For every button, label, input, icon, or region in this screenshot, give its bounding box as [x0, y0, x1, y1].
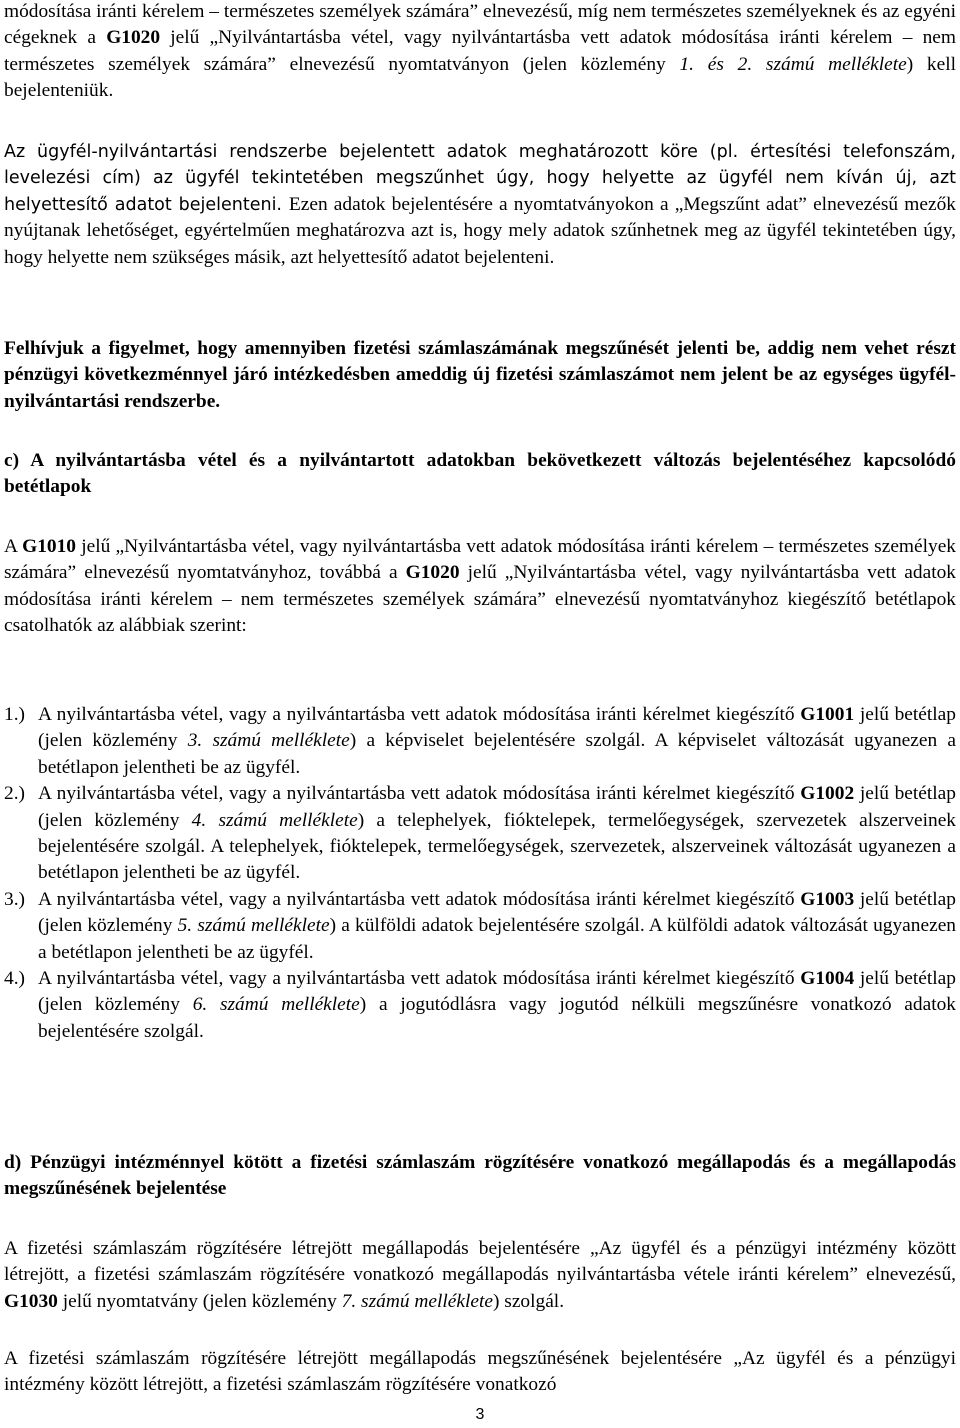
text-run: A fizetési számlaszám rögzítésére létrejött megállapodás megszűnésének bejelentésére „Az ügyfél és a pénzügyi intézmény között létrejött, a fizetési számlaszám rögzítésére vonatkozó [4, 1348, 956, 1396]
text-run: jelű „Nyilvántartásba vétel, vagy nyilvántartásba vett adatok módosítása iránti kérelem – természetes személyek számára” elnevezésű nyomtatványhoz, továbbá a [4, 536, 956, 584]
paragraph-attachments-intro [4, 534, 956, 640]
list-item-run: 3. számú melléklete [187, 730, 350, 752]
list-item-run: 6. számú melléklete [192, 994, 360, 1016]
attachment-list [4, 702, 956, 1045]
list-item-run: G1003 [800, 888, 855, 910]
list-item-run: G1004 [800, 968, 855, 990]
text-run: jelű „Nyilvántartásba vétel, vagy nyilvántartásba vett adatok módosítása iránti kérelem – nem természetes személyek számára” elnevezésű nyomtatványon (jelen közlemény [4, 27, 956, 75]
heading-section-c: c) A nyilvántartásba vétel és a nyilvántartott adatokban bekövetkezett változás bejelentéséhez kapcsolódó betétlapok [4, 450, 956, 498]
paragraph-agreement-termination [4, 1346, 956, 1399]
list-item-run: A nyilvántartásba vétel, vagy a nyilvántartásba vett adatok módosítása iránti kérelmet kiegészítő [38, 968, 801, 990]
text-run: G1020 [405, 562, 460, 584]
heading-section-d: d) Pénzügyi intézménnyel kötött a fizetési számlaszám rögzítésére vonatkozó megállapodás és a megállapodás megszűnésének bejelentése [4, 1152, 956, 1200]
attachment-list-item [4, 702, 956, 781]
text-run: G1020 [106, 27, 161, 49]
text-run: Felhívjuk a figyelmet, hogy amennyiben fizetési számlaszámának megszűnését jelenti be, addig nem vehet részt pénzügyi következménnyel járó intézkedésben ameddig új fizetési számlaszámot nem jelent be az egységes ügyfél-nyilvántartási rendszerbe. [4, 338, 956, 412]
text-run: 1. és 2. számú melléklete [679, 53, 907, 75]
text-run: jelű „Nyilvántartásba vétel, vagy nyilvántartásba vett adatok módosítása iránti kérelem – nem természetes személyek számára” elnevezésű nyomtatványhoz kiegészítő betétlapok csatolhatók az alábbiak szerint: [4, 562, 956, 637]
text-run: jelű nyomtatvány (jelen közlemény [57, 1290, 342, 1312]
text-run: 7. számú melléklete [341, 1290, 493, 1312]
paragraph-data-termination [4, 139, 956, 271]
list-item-run: 4. számú melléklete [191, 809, 358, 831]
text-run: G1010 [22, 536, 77, 557]
paragraph-bank-account-warning [4, 336, 956, 415]
list-item-run: A nyilvántartásba vétel, vagy a nyilvántartásba vett adatok módosítása iránti kérelmet kiegészítő [38, 888, 801, 910]
list-item-run: jelű betétlap (jelen közlemény [38, 704, 956, 752]
text-run: ) kell bejelenteniük. [4, 53, 956, 102]
list-item-run: G1001 [800, 704, 855, 725]
list-item-run: ) a jogutódlásra vagy jogutód nélküli megszűnésre vonatkozó adatok bejelentésére szolgál. [38, 994, 956, 1042]
list-item-run: jelű betétlap (jelen közlemény [38, 783, 956, 831]
list-item-run: jelű betétlap (jelen közlemény [38, 888, 956, 937]
list-item-number: 3.) [4, 888, 26, 910]
page-number: 3 [475, 1406, 485, 1423]
paragraph-intro-continuation [4, 0, 956, 105]
list-item-run: ) a telephelyek, fióktelepek, termelőegységek, szervezetek alszerveinek bejelentésére szolgál. A telephelyek, fióktelepek, termelőegységek, szervezetek, alszerveinek változását ugyanezen a betétlapon jelentheti be az ügyfél. [38, 809, 957, 884]
list-item-run: ) a külföldi adatok bejelentésére szolgál. A külföldi adatok változását ugyanezen a betétlapon jelentheti be az ügyfél. [38, 915, 956, 963]
attachment-list-item [4, 887, 956, 966]
list-item-number: 1.) [4, 704, 26, 725]
list-item-run: A nyilvántartásba vétel, vagy a nyilvántartásba vett adatok módosítása iránti kérelmet kiegészítő [38, 704, 801, 725]
attachment-list-item [4, 966, 956, 1045]
attachment-list-item [4, 781, 956, 887]
list-item-run: G1002 [800, 783, 855, 805]
list-item-run: ) a képviselet bejelentésére szolgál. A képviselet változását ugyanezen a betétlapon jelentheti be az ügyfél. [38, 730, 956, 778]
text-run: Az ügyfél-nyilvántartási rendszerbe bejelentett adatok meghatározott köre (pl. értesítési telefonszám, levelezési cím) az ügyfél tekintetében megszűnhet úgy, hogy helyette az ügyfél nem kíván új, azt helyettesítő adatot bejelenteni. [4, 142, 956, 215]
text-run: A [4, 536, 23, 557]
text-run: Ezen adatok bejelentésére a nyomtatványokon a „Megszűnt adat” elnevezésű mezők nyújtanak lehetőséget, egyértelműen meghatározva azt is, hogy mely adatok szűnhetnek meg az ügyfél tekintetében úgy, hogy helyette nem szükséges másik, azt helyettesítő adatot bejelenteni. [4, 193, 956, 268]
list-item-run: A nyilvántartásba vétel, vagy a nyilvántartásba vett adatok módosítása iránti kérelmet kiegészítő [38, 783, 801, 805]
text-run: ) szolgál. [492, 1290, 565, 1312]
list-item-number: 4.) [4, 968, 26, 990]
text-run: A fizetési számlaszám rögzítésére létrejött megállapodás bejelentésére „Az ügyfél és a pénzügyi intézmény között létrejött, a fizetési számlaszám rögzítésére vonatkozó megállapodás nyilvántartásba vétele iránti kérelem” elnevezésű, [4, 1238, 956, 1286]
list-item-run: jelű betétlap (jelen közlemény [38, 968, 956, 1016]
text-run: G1030 [4, 1290, 58, 1312]
paragraph-agreement-registration [4, 1236, 956, 1315]
list-item-number: 2.) [4, 783, 26, 805]
list-item-run: 5. számú melléklete [177, 915, 330, 937]
text-run: módosítása iránti kérelem – természetes személyek számára” elnevezésű, míg nem természetes személyeknek és az egyéni cégeknek a [4, 1, 956, 49]
